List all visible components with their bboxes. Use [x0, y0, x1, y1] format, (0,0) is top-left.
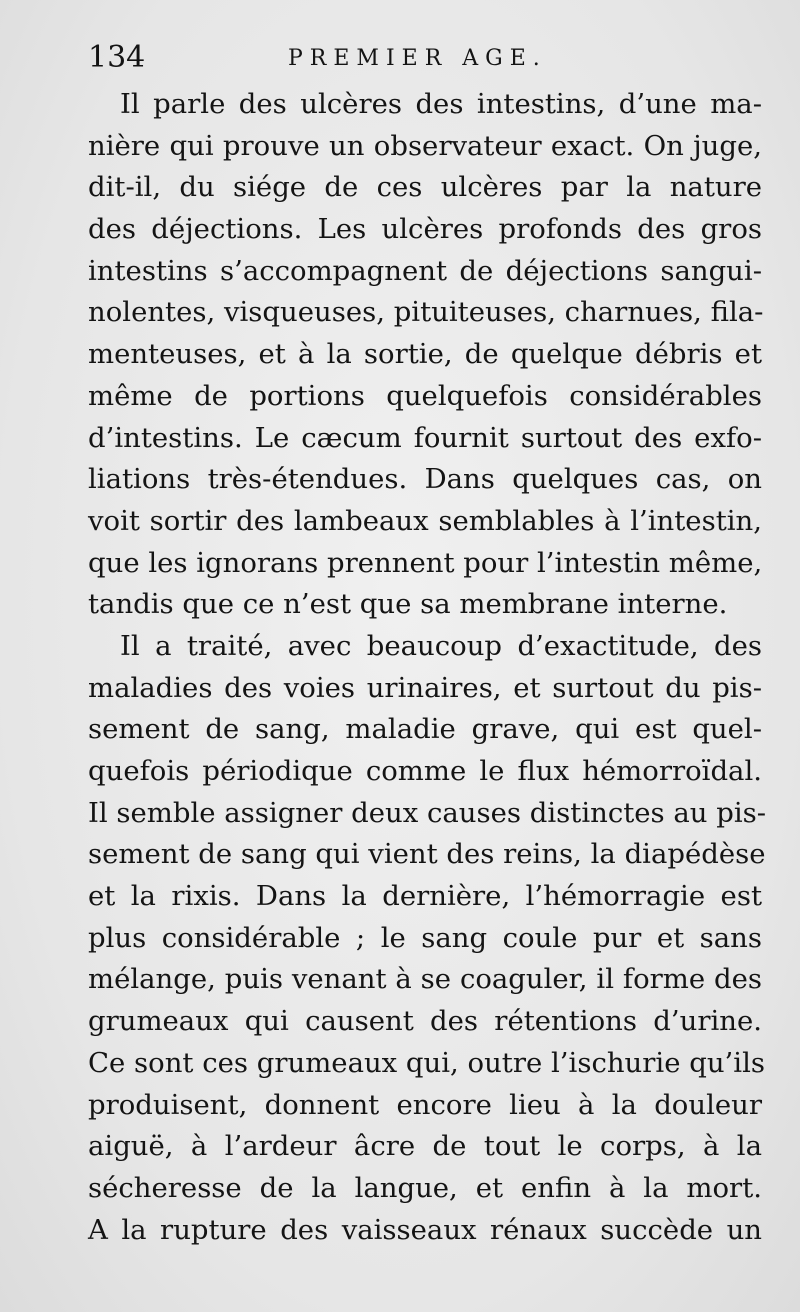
text-line: que les ignorans prennent pour l’intestin même, — [88, 546, 763, 579]
page-number: 134 — [88, 40, 146, 75]
running-head: PREMIER AGE. — [288, 46, 547, 71]
paragraph-1 — [88, 84, 762, 626]
text-line: et la rixis. Dans la dernière, l’hémorragie est — [88, 880, 762, 913]
text-line: d’intestins. Le cæcum fournit surtout des exfo- — [88, 421, 762, 454]
text-line: des déjections. Les ulcères profonds des gros — [88, 213, 762, 246]
text-line: menteuses, et à la sortie, de quelque débris et — [88, 338, 762, 371]
page-header — [88, 38, 752, 82]
text-line: Il parle des ulcères des intestins, d’une ma- — [120, 88, 762, 120]
text-line: liations très-étendues. Dans quelques cas, on — [88, 463, 762, 496]
text-line: plus considérable ; le sang coule pur et sans — [88, 921, 762, 954]
text-line: dit-il, du siége de ces ulcères par la nature — [88, 171, 762, 204]
text-line: mélange, puis venant à se coaguler, il forme des — [88, 963, 762, 996]
text-line: sement de sang qui vient des reins, la diapédèse — [88, 838, 766, 871]
text-line: voit sortir des lambeaux semblables à l’intestin, — [88, 504, 762, 537]
text-line: nière qui prouve un observateur exact. On juge, — [88, 129, 762, 162]
body-text — [88, 84, 767, 1251]
text-line: grumeaux qui causent des rétentions d’urine. — [88, 1005, 762, 1038]
text-line: sement de sang, maladie grave, qui est quel- — [88, 713, 762, 746]
text-line: produisent, donnent encore lieu à la douleur — [88, 1088, 762, 1121]
text-line: tandis que ce n’est que sa membrane interne. — [88, 588, 728, 621]
text-line: Il semble assigner deux causes distinctes au pis- — [88, 796, 767, 829]
text-line: quefois périodique comme le flux hémorroïdal. — [88, 755, 762, 787]
text-line: maladies des voies urinaires, et surtout du pis- — [88, 671, 762, 704]
text-line: nolentes, visqueuses, pituiteuses, charnues, fila- — [88, 296, 764, 329]
text-line: Il a traité, avec beaucoup d’exactitude, des — [120, 629, 762, 662]
text-line: intestins s’accompagnent de déjections sangui- — [88, 254, 762, 287]
text-line: Ce sont ces grumeaux qui, outre l’ischurie qu’ils — [88, 1046, 765, 1079]
text-line: A la rupture des vaisseaux rénaux succède un — [88, 1213, 762, 1246]
text-line: même de portions quelquefois considérables — [88, 379, 762, 412]
text-line: aiguë, à l’ardeur âcre de tout le corps, à la — [88, 1130, 762, 1163]
text-line: sécheresse de la langue, et enfin à la mort. — [88, 1171, 762, 1204]
paragraph-2 — [88, 626, 767, 1251]
